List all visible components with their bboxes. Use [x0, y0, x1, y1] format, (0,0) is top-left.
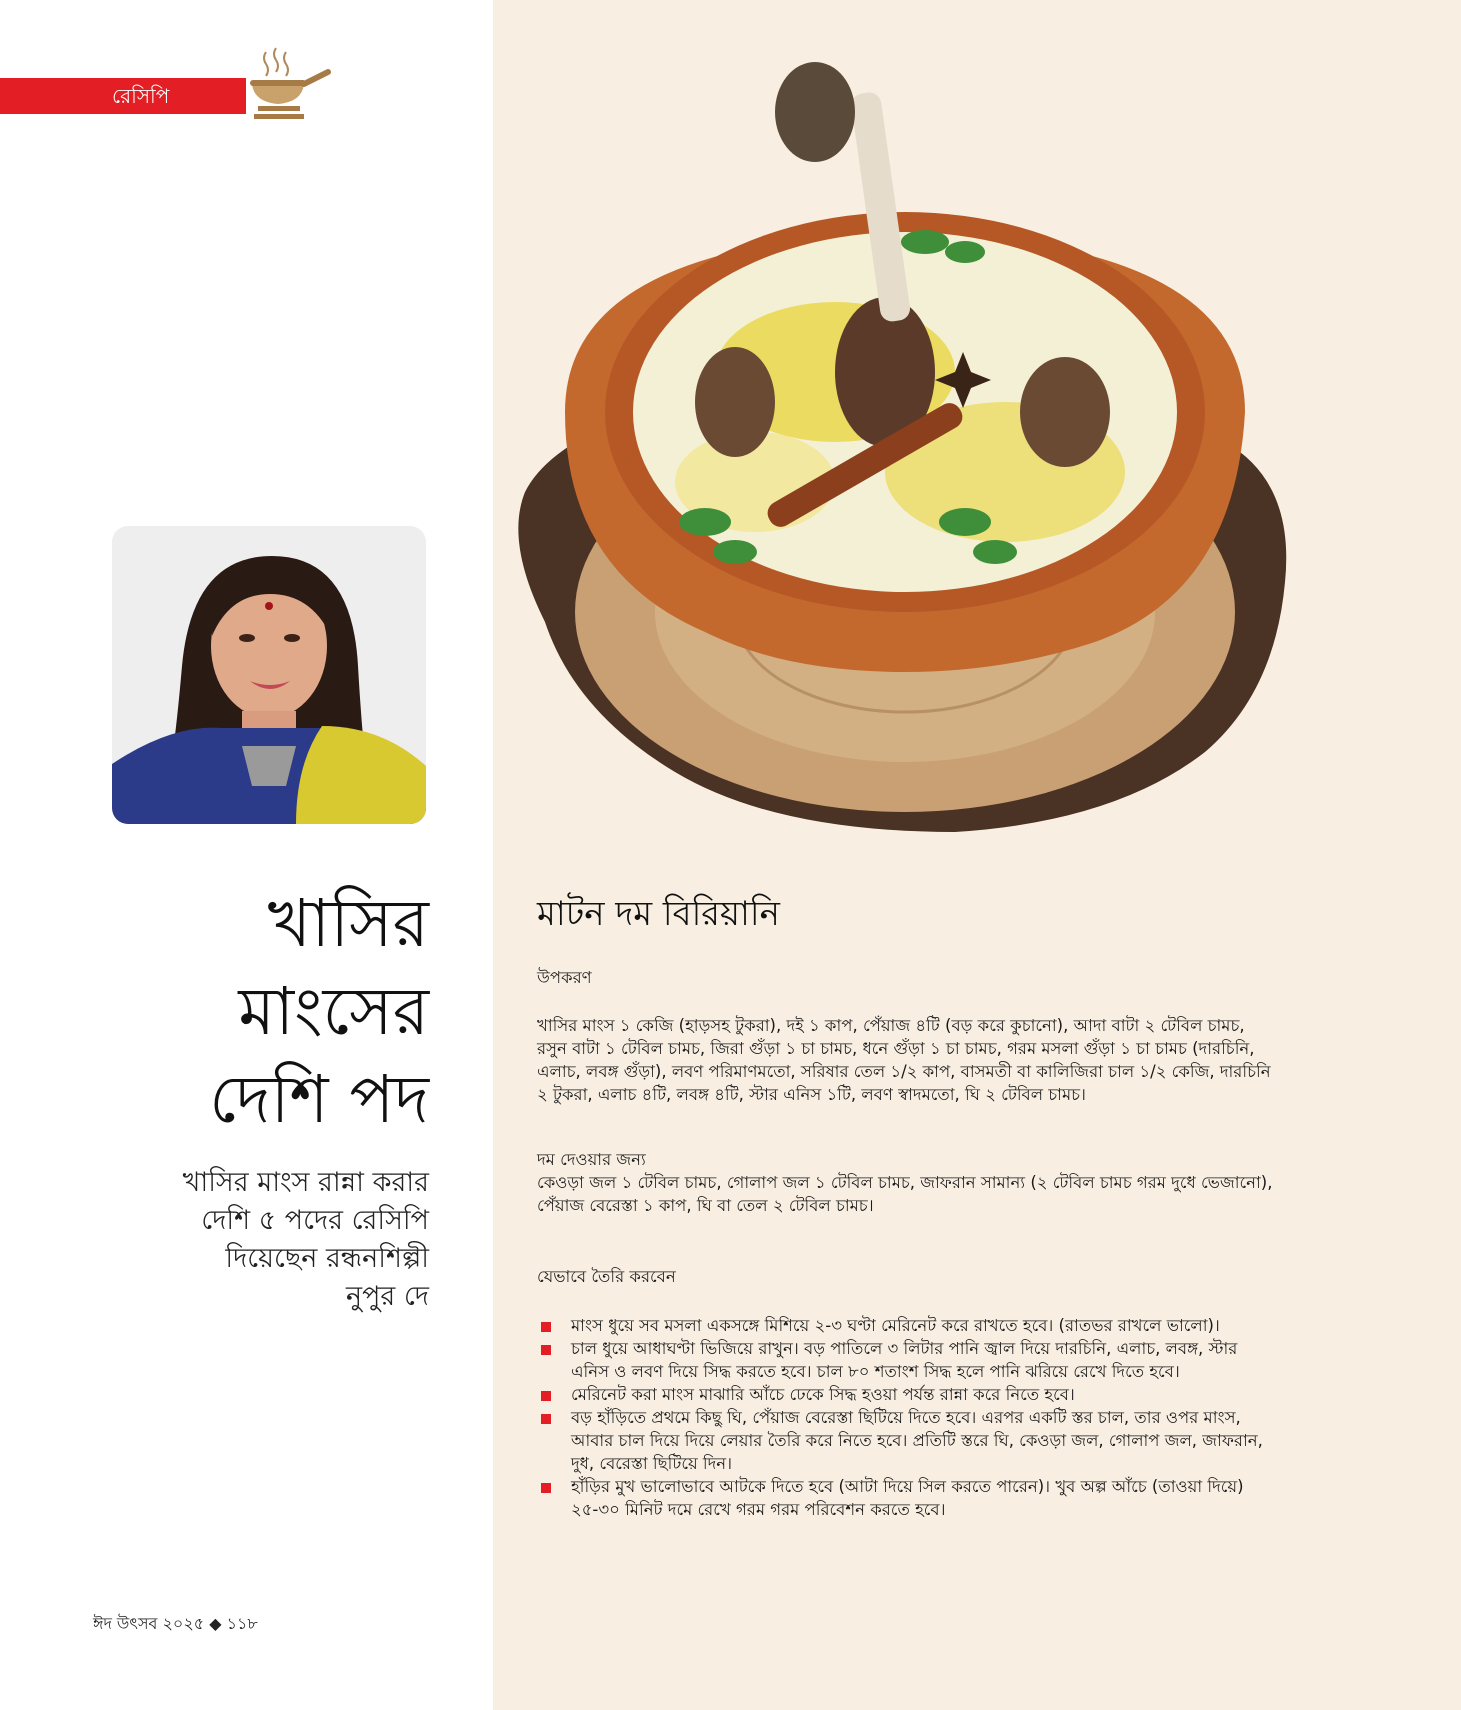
red-square-bullet-icon	[541, 1391, 551, 1401]
article-title-line: খাসির	[267, 885, 429, 962]
method-steps	[537, 1314, 1277, 1521]
step-text: বড় হাঁড়িতে প্রথমে কিছু ঘি, পেঁয়াজ বেরেস্তা ছিটিয়ে দিতে হবে। এরপর একটি স্তর চাল, তার ওপর মাংস, আবার চাল দিয়ে দিয়ে লেয়ার তৈরি করে নিতে হবে। প্রতিটি স্তরে ঘি, কেওড়া জল, গোলাপ জল, জাফরান, দুধ, বেরেস্তা ছিটিয়ে দিন।	[571, 1408, 1263, 1473]
section-label: রেসিপি	[0, 78, 246, 114]
step-text: মাংস ধুয়ে সব মসলা একসঙ্গে মিশিয়ে ২-৩ ঘণ্টা মেরিনেট করে রাখতে হবে। (রাতভর রাখলে ভালো)।	[571, 1316, 1220, 1335]
article-subtitle	[89, 1164, 429, 1316]
subtitle-line: দিয়েছেন রন্ধনশিল্পী	[225, 1243, 429, 1274]
red-square-bullet-icon	[541, 1322, 551, 1332]
method-heading: যেভাবে তৈরি করবেন	[537, 1267, 676, 1286]
list-item	[537, 1337, 1277, 1383]
article-title	[109, 880, 429, 1144]
red-square-bullet-icon	[541, 1414, 551, 1424]
red-square-bullet-icon	[541, 1483, 551, 1493]
dum-heading: দম দেওয়ার জন্য	[537, 1150, 646, 1169]
subtitle-line: খাসির মাংস রান্না করার	[182, 1167, 429, 1198]
subtitle-line: নুপুর দে	[345, 1281, 429, 1312]
page-footer: ঈদ উৎসব ২০২৫ ◆ ১১৮	[93, 1614, 258, 1633]
biryani-dish-image	[505, 52, 1305, 872]
author-photo	[112, 526, 426, 824]
recipe-title: মাটন দম বিরিয়ানি	[537, 894, 780, 934]
list-item	[537, 1383, 1277, 1406]
step-text: চাল ধুয়ে আধাঘণ্টা ভিজিয়ে রাখুন। বড় পাতিলে ৩ লিটার পানি জ্বাল দিয়ে দারচিনি, এলাচ, লবঙ্গ, স্টার এনিস ও লবণ দিয়ে সিদ্ধ করতে হবে। চাল ৮০ শতাংশ সিদ্ধ হলে পানি ঝরিয়ে রেখে দিতে হবে।	[571, 1339, 1238, 1381]
list-item	[537, 1314, 1277, 1337]
ingredients-heading: উপকরণ	[537, 968, 592, 987]
left-column	[0, 0, 493, 1710]
red-square-bullet-icon	[541, 1345, 551, 1355]
list-item	[537, 1406, 1277, 1475]
dum-section	[537, 1148, 1277, 1217]
cooking-pot-icon	[236, 44, 332, 124]
article-title-line: দেশি পদ	[209, 1061, 429, 1138]
article-title-line: মাংসের	[238, 973, 429, 1050]
subtitle-line: দেশি ৫ পদের রেসিপি	[201, 1205, 429, 1236]
dum-text: কেওড়া জল ১ টেবিল চামচ, গোলাপ জল ১ টেবিল চামচ, জাফরান সামান্য (২ টেবিল চামচ গরম দুধে ভেজানো), পেঁয়াজ বেরেস্তা ১ কাপ, ঘি বা তেল ২ টেবিল চামচ।	[537, 1173, 1273, 1215]
ingredients-text: খাসির মাংস ১ কেজি (হাড়সহ টুকরা), দই ১ কাপ, পেঁয়াজ ৪টি (বড় করে কুচানো), আদা বাটা ২ টেবিল চামচ, রসুন বাটা ১ টেবিল চামচ, জিরা গুঁড়া ১ চা চামচ, ধনে গুঁড়া ১ চা চামচ, গরম মসলা গুঁড়া ১ চা চামচ (দারচিনি, এলাচ, লবঙ্গ গুঁড়া), লবণ পরিমাণমতো, সরিষার তেল ১/২ কাপ, বাসমতী বা কালিজিরা চাল ১/২ কেজি, দারচিনি ২ টুকরা, এলাচ ৪টি, লবঙ্গ ৪টি, স্টার এনিস ১টি, লবণ স্বাদমতো, ঘি ২ টেবিল চামচ।	[537, 1016, 1271, 1104]
step-text: মেরিনেট করা মাংস মাঝারি আঁচে ঢেকে সিদ্ধ হওয়া পর্যন্ত রান্না করে নিতে হবে।	[571, 1385, 1075, 1404]
step-text: হাঁড়ির মুখ ভালোভাবে আটকে দিতে হবে (আটা দিয়ে সিল করতে পারেন)। খুব অল্প আঁচে (তাওয়া দিয়ে) ২৫-৩০ মিনিট দমে রেখে গরম গরম পরিবেশন করতে হবে।	[571, 1477, 1244, 1519]
list-item	[537, 1475, 1277, 1521]
